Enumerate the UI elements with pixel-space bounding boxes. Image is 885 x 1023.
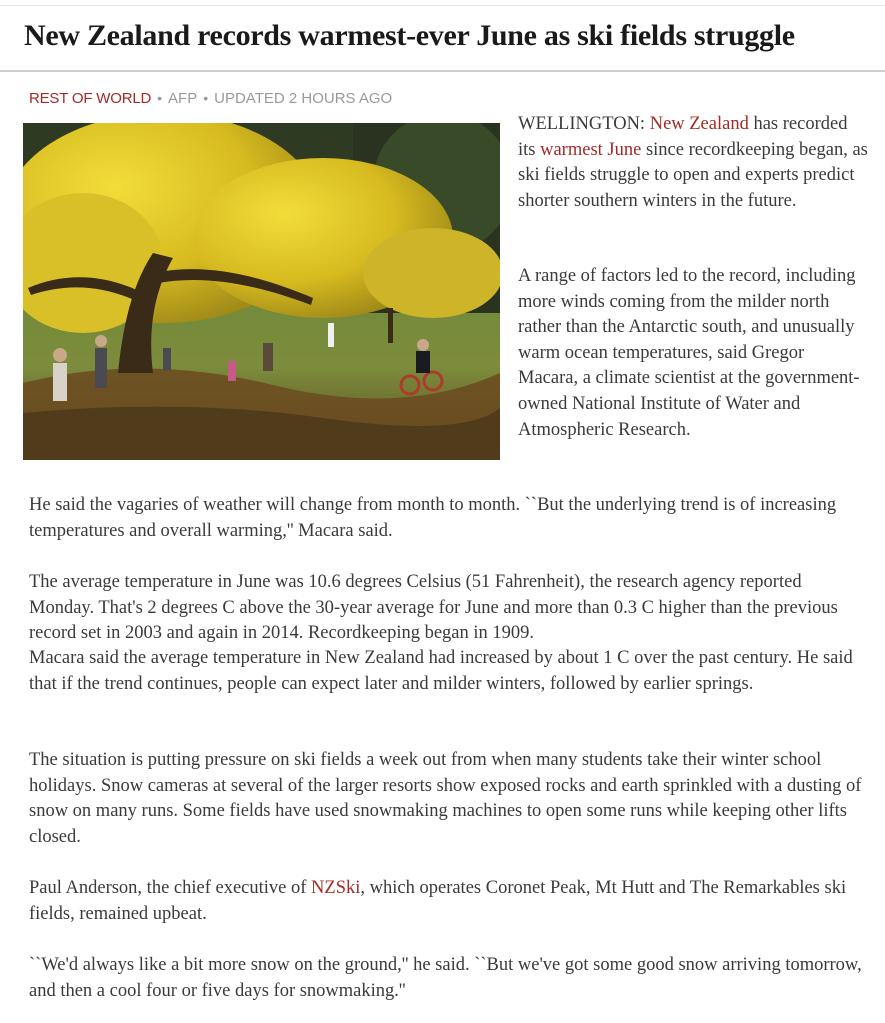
updated-label: UPDATED 2 HOURS AGO <box>214 90 393 107</box>
paragraph-1 <box>518 112 868 214</box>
paragraph-5: Macara said the average temperature in New Zealand had increased by about 1 C over the past century. He said that if the trend continues, people can expect later and milder winters, followed by earlier springs. <box>29 648 853 694</box>
paragraph-2: A range of factors led to the record, including more winds coming from the milder north rather than the Antarctic south, and unusually warm ocean temperatures, said Gregor Macara, a climate scientist at the government-owned National Institute of Water and Atmospheric Research. <box>518 266 860 440</box>
paragraph-8: ``We'd always like a bit more snow on the ground,'' he said. ``But we've got some good snow arriving tomorrow, and then a cool four or five days for snowmaking.'' <box>29 955 862 1001</box>
top-divider <box>0 5 885 6</box>
paragraph-4: The average temperature in June was 10.6 degrees Celsius (51 Fahrenheit), the research agency reported Monday. That's 2 degrees C above the 30-year average for June and more than 0.3 C higher than the previous record set in 2003 and again in 2014. Recordkeeping began in 1909. <box>29 572 838 644</box>
paragraph-3: He said the vagaries of weather will change from month to month. ``But the underlying trend is of increasing temperatures and overall warming,'' Macara said. <box>29 495 837 541</box>
source-label: AFP <box>168 90 198 107</box>
paragraph-1-text: WELLINGTON: <box>518 114 650 134</box>
paragraph-7 <box>29 876 869 927</box>
warmest-june-link[interactable]: warmest June <box>540 139 642 160</box>
meta-separator-dot: • <box>203 90 209 106</box>
autumn-park-photo-icon <box>23 123 500 460</box>
meta-separator-dot: • <box>157 90 163 106</box>
paragraph-1-text: has recorded its <box>518 114 848 160</box>
article-headline: New Zealand records warmest-ever June as ski fields struggle <box>24 19 795 52</box>
article-photo <box>23 123 500 460</box>
paragraph-7-text: Paul Anderson, the chief executive of <box>29 878 312 898</box>
paragraph-7-text: , which operates Coronet Peak, Mt Hutt and The Remarkables ski fields, remained upbeat. <box>29 878 847 924</box>
new-zealand-link[interactable]: New Zealand <box>649 114 749 134</box>
section-link[interactable]: REST OF WORLD <box>29 90 152 107</box>
paragraph-1-text: since recordkeeping began, as ski fields struggle to open and experts predict shorter southern winters in the future. <box>518 139 868 211</box>
article-meta <box>29 88 392 108</box>
paragraph-6: The situation is putting pressure on ski fields a week out from when many students take their winter school holidays. Snow cameras at several of the larger resorts show exposed rocks and earth sprinkled with a dusting of snow on many runs. Some fields have used snowmaking machines to open some runs while keeping other lifts closed. <box>29 750 862 847</box>
headline-divider <box>0 70 885 72</box>
nzski-link[interactable]: NZSki <box>311 878 361 898</box>
